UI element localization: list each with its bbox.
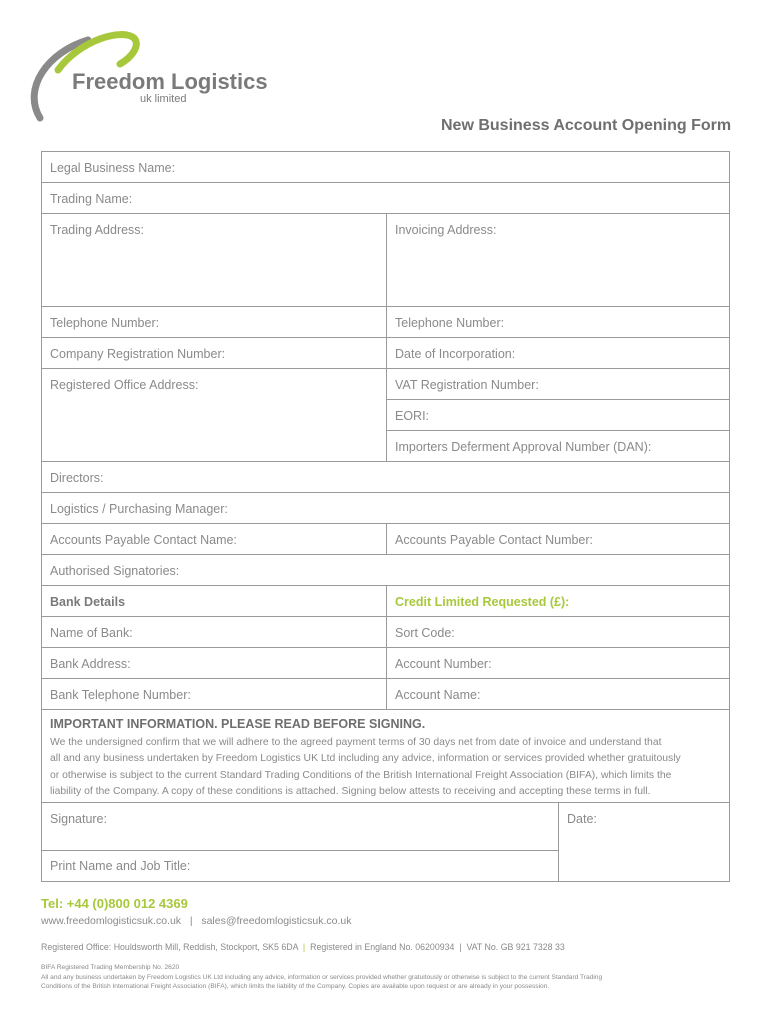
bank-telephone-field[interactable] — [42, 679, 386, 710]
signature-field[interactable] — [42, 803, 558, 851]
company-registration-number-field[interactable] — [42, 338, 386, 369]
footer-separator: | — [459, 942, 462, 952]
vat-registration-number-field[interactable] — [386, 369, 729, 400]
field-label: Logistics / Purchasing Manager: — [50, 502, 228, 516]
field-label: Authorised Signatories: — [50, 564, 180, 578]
registered-office: Registered Office: Houldsworth Mill, Reddish, Stockport, SK5 6DA — [41, 942, 299, 952]
important-body — [50, 735, 721, 801]
bifa-membership: BIFA Registered Trading Membership No. 2620 — [41, 964, 180, 971]
field-label: Sort Code: — [395, 626, 455, 640]
legal-business-name-field[interactable] — [42, 152, 729, 183]
form-title: New Business Account Opening Form — [441, 117, 732, 134]
field-label: Bank Address: — [50, 657, 131, 671]
footer-separator: | — [302, 942, 306, 952]
field-label: Company Registration Number: — [50, 347, 226, 361]
telephone-field-left[interactable] — [42, 307, 386, 338]
dan-field[interactable] — [386, 431, 729, 462]
footer-registration — [41, 942, 565, 952]
field-label: Telephone Number: — [395, 316, 505, 330]
registered-office-address-field[interactable] — [42, 369, 386, 462]
authorised-signatories-field[interactable] — [42, 555, 729, 586]
field-label: Trading Address: — [50, 223, 145, 237]
application-form — [41, 151, 730, 882]
field-label: Trading Name: — [50, 192, 133, 206]
trading-name-field[interactable] — [42, 183, 729, 214]
field-label: Directors: — [50, 471, 104, 485]
important-line: We the undersigned confirm that we will adhere to the agreed payment terms of 30 days net from date of invoice and understand that — [50, 737, 662, 748]
bifa-line: All and any business undertaken by Freedom Logistics UK Ltd including any advice, information or services provided whether gratuitously or otherwise is subject to the current Standard Trading — [41, 973, 603, 981]
section-heading: Credit Limited Requested (£): — [395, 595, 570, 609]
footer-separator: | — [189, 915, 193, 927]
directors-field[interactable] — [42, 462, 729, 493]
field-label: Accounts Payable Contact Name: — [50, 533, 237, 547]
company-logo — [30, 30, 290, 125]
field-label: Signature: — [50, 812, 107, 826]
field-label: EORI: — [395, 409, 430, 423]
important-heading: IMPORTANT INFORMATION. PLEASE READ BEFORE SIGNING. — [50, 717, 426, 731]
field-label: Registered Office Address: — [50, 378, 199, 392]
important-line: all and any business undertaken by Freedom Logistics UK Ltd including any advice, information or services provided whether gratuitously — [50, 753, 681, 765]
important-information — [42, 710, 729, 803]
field-label: Account Number: — [395, 657, 492, 671]
footer-bifa-notice — [41, 963, 731, 992]
vat-number: VAT No. GB 921 7328 33 — [466, 942, 565, 952]
eori-field[interactable] — [386, 400, 729, 431]
email-link[interactable]: sales@freedomlogisticsuk.co.uk — [201, 915, 352, 927]
print-name-field[interactable] — [42, 851, 558, 881]
sort-code-field[interactable] — [386, 617, 729, 648]
logistics-manager-field[interactable] — [42, 493, 729, 524]
credit-limit-field[interactable] — [386, 586, 729, 617]
section-heading: Bank Details — [50, 595, 126, 609]
logo-subtext: uk limited — [140, 93, 187, 105]
field-label: Date of Incorporation: — [395, 347, 516, 361]
bank-address-field[interactable] — [42, 648, 386, 679]
field-label: Accounts Payable Contact Number: — [395, 533, 594, 547]
field-label: Bank Telephone Number: — [50, 688, 191, 702]
logo-swoosh-icon — [30, 30, 290, 125]
field-label: Legal Business Name: — [50, 161, 176, 175]
field-label: VAT Registration Number: — [395, 378, 539, 392]
field-label: Importers Deferment Approval Number (DAN): — [395, 440, 652, 454]
ap-contact-name-field[interactable] — [42, 524, 386, 555]
invoicing-address-field[interactable] — [386, 214, 729, 307]
important-line: or otherwise is subject to the current Standard Trading Conditions of the British International Freight Association (BIFA), which limits the — [50, 769, 672, 781]
field-label: Account Name: — [395, 688, 481, 702]
date-of-incorporation-field[interactable] — [386, 338, 729, 369]
field-label: Invoicing Address: — [395, 223, 497, 237]
account-number-field[interactable] — [386, 648, 729, 679]
telephone-field-right[interactable] — [386, 307, 729, 338]
account-name-field[interactable] — [386, 679, 729, 710]
footer-telephone[interactable]: Tel: +44 (0)800 012 4369 — [41, 896, 188, 911]
logo-wordmark: Freedom Logistics — [72, 69, 268, 94]
footer-contacts — [41, 915, 351, 927]
trading-address-field[interactable] — [42, 214, 386, 307]
company-number: Registered in England No. 06200934 — [310, 942, 455, 952]
website-link[interactable]: www.freedomlogisticsuk.co.uk — [41, 915, 182, 927]
bank-details-heading — [42, 586, 386, 617]
bifa-line: Conditions of the British International Freight Association (BIFA), which limits the liability of the Company. Copies are available upon request or are already in your possession. — [41, 983, 550, 991]
field-label: Telephone Number: — [50, 316, 160, 330]
important-line: liability of the Company. A copy of these conditions is attached. Signing below attests to receiving and accepting these terms in full. — [50, 786, 651, 798]
field-label: Print Name and Job Title: — [50, 859, 191, 873]
field-label: Name of Bank: — [50, 626, 133, 640]
field-label: Date: — [567, 812, 597, 826]
name-of-bank-field[interactable] — [42, 617, 386, 648]
date-field[interactable] — [558, 803, 729, 881]
ap-contact-number-field[interactable] — [386, 524, 729, 555]
